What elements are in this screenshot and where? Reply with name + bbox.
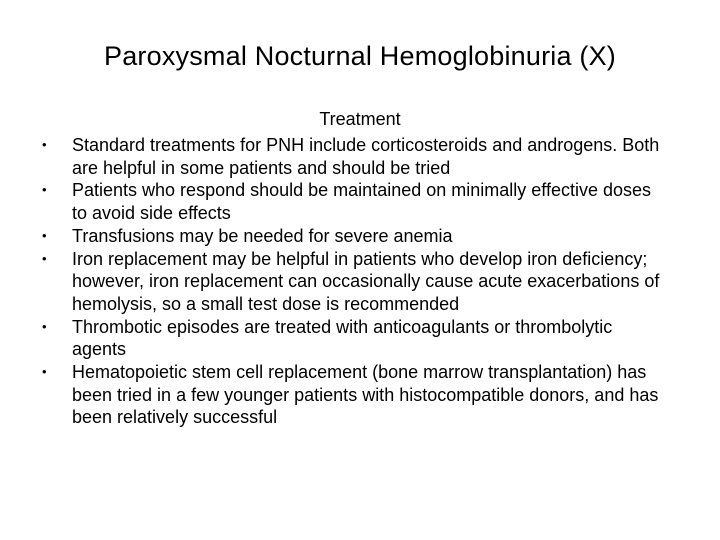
bullet-list bbox=[42, 134, 662, 429]
bullet-item bbox=[42, 361, 662, 429]
bullet-icon: • bbox=[42, 227, 47, 243]
section-heading bbox=[0, 107, 720, 131]
bullet-item bbox=[42, 316, 662, 361]
bullet-text: Thrombotic episodes are treated with anticoagulants or thrombolytic agents bbox=[72, 316, 613, 360]
bullet-icon: • bbox=[42, 137, 47, 152]
bullet-text: Standard treatments for PNH include corticosteroids and androgens. Both are helpful in some patients and should be tried bbox=[72, 135, 660, 178]
bullet-text: Iron replacement may be helpful in patients who develop iron deficiency; however, iron replacement can occasionally cause acute exacerbations of hemolysis, so a small test dose is recommended bbox=[72, 248, 660, 314]
bullet-text: Patients who respond should be maintained on minimally effective doses to avoid side effects bbox=[72, 180, 652, 224]
section-heading-text: Treatment bbox=[319, 109, 401, 129]
bullet-icon: • bbox=[42, 318, 47, 334]
slide-title: Paroxysmal Nocturnal Hemoglobinuria (X) bbox=[104, 41, 616, 71]
bullet-text: Transfusions may be needed for severe anemia bbox=[72, 225, 453, 246]
bullet-item bbox=[42, 134, 662, 179]
bullet-icon: • bbox=[42, 250, 47, 266]
bullet-icon: • bbox=[42, 364, 47, 380]
bullet-item bbox=[42, 248, 662, 316]
bullet-item bbox=[42, 179, 662, 224]
bullet-item bbox=[42, 225, 662, 248]
bullet-icon: • bbox=[42, 182, 47, 198]
bullet-text: Hematopoietic stem cell replacement (bone marrow transplantation) has been tried in a few younger patients with histocompatible donors, and has been relatively successful bbox=[72, 362, 659, 428]
